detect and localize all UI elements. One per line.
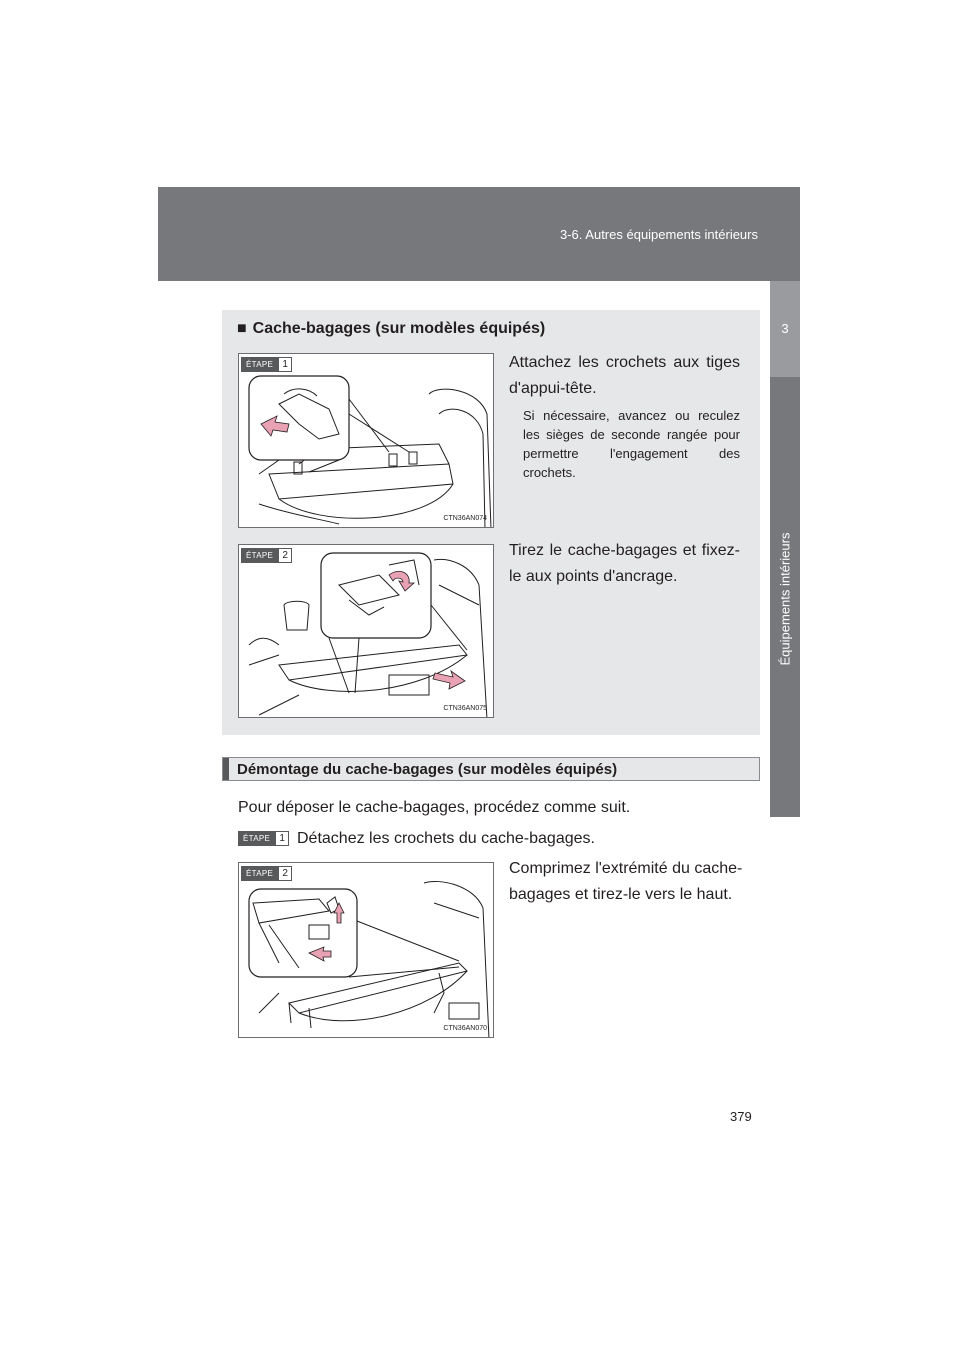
step2-illustration <box>238 544 494 718</box>
chapter-label: Équipements intérieurs <box>777 532 793 666</box>
cover-anchor-drawing <box>239 545 494 718</box>
removal-intro: Pour déposer le cache-bagages, procédez comme suit. <box>238 799 631 816</box>
panel-title <box>237 320 545 338</box>
page-number: 379 <box>730 1109 752 1124</box>
square-bullet-icon: ■ <box>237 320 247 337</box>
step-tag: ÉTAPE <box>241 866 278 881</box>
step1-instruction: Attachez les crochets aux tiges d'appui-tête. <box>509 354 740 397</box>
cargo-hooks-drawing <box>239 354 494 528</box>
step-tag: ÉTAPE <box>241 357 278 372</box>
cover-removal-drawing <box>239 863 494 1038</box>
removal-heading-bar <box>222 757 760 781</box>
step-tag: ÉTAPE <box>241 548 278 563</box>
step1-illustration <box>238 353 494 528</box>
step-number: 2 <box>278 866 292 881</box>
chapter-header <box>158 187 800 281</box>
step-number: 1 <box>275 831 289 846</box>
removal-step1-text: Détachez les crochets du cache-bagages. <box>297 830 595 847</box>
chapter-number-tab <box>770 281 800 377</box>
step1-note: Si nécessaire, avancez ou reculez les sièges de seconde rangée pour permettre l'engagement des crochets. <box>523 408 740 480</box>
chapter-label-tab <box>772 392 798 806</box>
step1-badge <box>241 357 292 372</box>
step-number: 2 <box>278 548 292 563</box>
removal-step2-illustration <box>238 862 494 1038</box>
heading-accent <box>223 758 229 780</box>
section-title: 3-6. Autres équipements intérieurs <box>560 227 758 242</box>
step-tag: ÉTAPE <box>238 831 275 846</box>
figure-code: CTN36AN074 <box>443 515 487 522</box>
removal-heading: Démontage du cache-bagages (sur modèles équipés) <box>237 761 618 778</box>
removal-step2-badge <box>241 866 292 881</box>
step2-badge <box>241 548 292 563</box>
chapter-number: 3 <box>781 321 789 336</box>
step2-instruction: Tirez le cache-bagages et fixez-le aux points d'ancrage. <box>509 542 740 585</box>
panel-title-text: Cache-bagages (sur modèles équipés) <box>252 320 546 337</box>
figure-code: CTN36AN075 <box>443 705 487 712</box>
step-number: 1 <box>278 357 292 372</box>
figure-code: CTN36AN070 <box>443 1025 487 1032</box>
removal-step1-badge <box>238 831 289 846</box>
removal-step2-text: Comprimez l'extrémité du cache-bagages et tirez-le vers le haut. <box>509 860 743 903</box>
